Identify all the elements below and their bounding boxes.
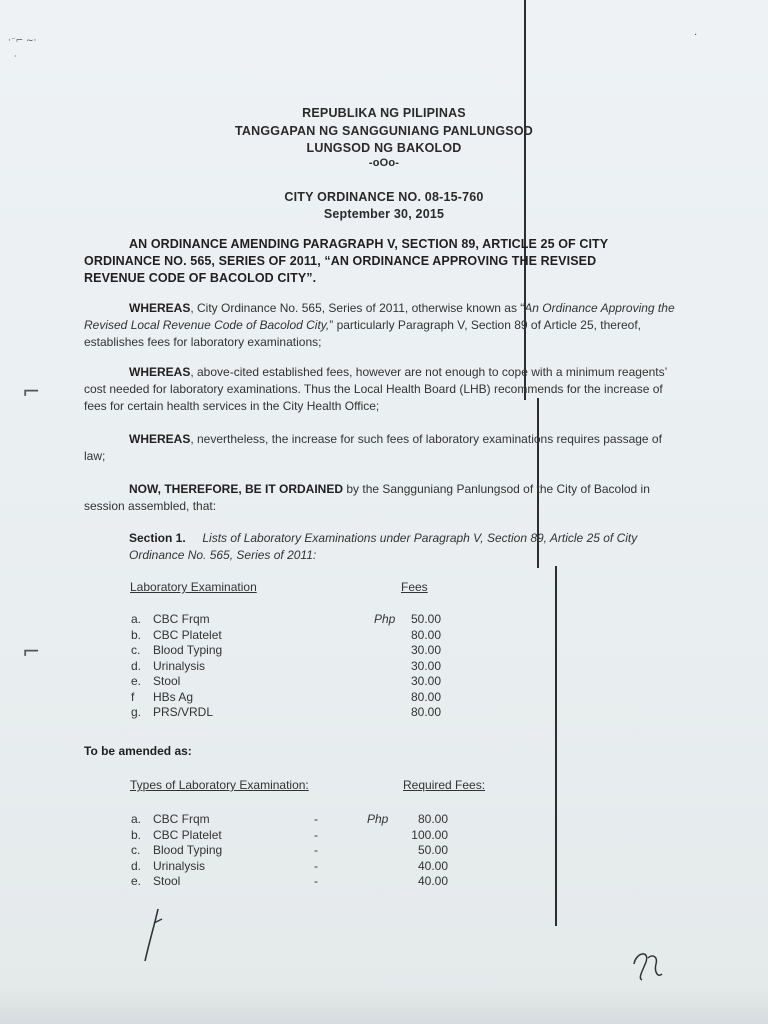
- initial-mark-left: [140, 905, 168, 965]
- title-line-1: AN ORDINANCE AMENDING PARAGRAPH V, SECTION 89, ARTICLE 25 OF CITY: [129, 237, 609, 251]
- table2-row-letter: d.: [131, 858, 142, 873]
- table1-row-fee: 30.00: [410, 658, 441, 673]
- table2-row-letter: c.: [131, 843, 141, 857]
- table1-row-name: Stool: [153, 674, 181, 688]
- table1-header-fees: Fees: [401, 580, 428, 594]
- table1-row-name: PRS/VRDL: [153, 705, 214, 719]
- table1-header-exam: Laboratory Examination: [130, 580, 257, 594]
- table1-currency: Php: [374, 612, 396, 626]
- table1-row-name: CBC Platelet: [153, 627, 222, 642]
- table1-row-name: Blood Typing: [153, 643, 223, 657]
- table2-row-name: Stool: [153, 874, 181, 888]
- table1-row-letter: a.: [131, 612, 142, 626]
- table2-row-name: CBC Platelet: [153, 827, 222, 842]
- whereas-keyword: WHEREAS: [129, 301, 191, 315]
- initial-mark-right: [628, 944, 668, 984]
- table1-row-fee: 30.00: [410, 674, 441, 688]
- table1-row-name: HBs Ag: [153, 689, 194, 704]
- whereas-text-cont: ” particularly Paragraph V, Section 89 of Article 25, thereof, establishes fees for laboratory examinations;: [84, 318, 641, 349]
- title-line-3: REVENUE CODE OF BACOLOD CITY”.: [84, 271, 317, 285]
- header-ornament: -oOo-: [368, 157, 400, 169]
- margin-bracket-1: ⌐: [22, 380, 41, 405]
- ordained-text: by the Sangguniang Panlungsod of the City of Bacolod in session assembled, that:: [84, 482, 650, 513]
- stray-tick: ·: [694, 30, 698, 41]
- whereas-paragraph-3: [84, 431, 676, 465]
- table2-row-dash: -: [314, 874, 318, 888]
- table2-row-fee: 100.00: [411, 827, 448, 842]
- table2-row-dash: -: [314, 858, 318, 873]
- whereas-text: , nevertheless, the increase for such fees of laboratory examinations requires passage of law;: [84, 432, 662, 463]
- table1-row-name: CBC Frqm: [153, 612, 210, 626]
- ordinance-title-italic: An Ordinance Approving the Revised Local Revenue Code of Bacolod City,: [84, 301, 675, 332]
- table2-row-name: Urinalysis: [153, 858, 206, 873]
- whereas-paragraph-2: [84, 364, 676, 415]
- corner-scribble: ·⁻⌐ ~·: [8, 36, 37, 46]
- table1-row-letter: f: [131, 689, 135, 704]
- page-edge-shadow: [0, 984, 768, 1024]
- table2-row-name: Blood Typing: [153, 843, 223, 857]
- margin-bracket-2: ⌐: [22, 640, 41, 665]
- ordained-paragraph: [84, 481, 676, 515]
- section-text: Lists of Laboratory Examinations under Paragraph V, Section 89, Article 25 of City Ordinance No. 565, Series of 2011:: [129, 531, 638, 562]
- table2-row-letter: a.: [131, 812, 142, 826]
- ordinance-number: CITY ORDINANCE NO. 08-15-760: [284, 190, 484, 204]
- whereas-keyword: WHEREAS: [129, 365, 191, 379]
- whereas-text: , above-cited established fees, however are not enough to cope with a minimum reagents’ cost needed for laboratory examinations. Thus the Local Health Board (LHB) recommends for the increase of fees for certain health services in the City Health Office;: [84, 365, 667, 413]
- table1-row-fee: 80.00: [410, 627, 441, 642]
- table1-row-letter: b.: [131, 627, 142, 642]
- table1-row-fee: 50.00: [410, 612, 441, 626]
- table2-row-dash: -: [314, 812, 318, 826]
- amended-label: To be amended as:: [84, 744, 192, 758]
- table1-row-name: Urinalysis: [153, 658, 206, 673]
- table1-row-fee: 80.00: [410, 705, 441, 719]
- table2-row-fee: 40.00: [417, 874, 448, 888]
- table1-row-letter: c.: [131, 643, 141, 657]
- ordinance-date: September 30, 2015: [323, 207, 445, 221]
- whereas-text: , City Ordinance No. 565, Series of 2011, otherwise known as “: [190, 301, 525, 315]
- whereas-paragraph-1: [84, 300, 676, 351]
- section-label: Section 1.: [129, 531, 186, 545]
- table1-row-fee: 80.00: [410, 689, 441, 704]
- table1-row-letter: g.: [131, 705, 142, 719]
- table2-currency: Php: [367, 812, 389, 826]
- header-city: LUNGSOD NG BAKOLOD: [306, 141, 462, 155]
- corner-dot: ·: [14, 52, 17, 61]
- table2-row-letter: e.: [131, 874, 142, 888]
- table1-row-fee: 30.00: [410, 643, 441, 657]
- table2-header-fees: Required Fees:: [403, 778, 486, 792]
- table2-row-fee: 50.00: [417, 843, 448, 857]
- table2-row-dash: -: [314, 827, 318, 842]
- header-republic: REPUBLIKA NG PILIPINAS: [302, 106, 466, 120]
- ordained-keyword: NOW, THEREFORE, BE IT ORDAINED: [129, 482, 344, 496]
- title-line-2: ORDINANCE NO. 565, SERIES OF 2011, “AN ORDINANCE APPROVING THE REVISED: [84, 254, 597, 268]
- section-1: [129, 530, 677, 564]
- table2-row-name: CBC Frqm: [153, 812, 210, 826]
- header-office: TANGGAPAN NG SANGGUNIANG PANLUNGSOD: [235, 124, 533, 138]
- whereas-keyword: WHEREAS: [129, 432, 191, 446]
- table2-row-dash: -: [314, 843, 318, 857]
- table1-row-letter: d.: [131, 658, 142, 673]
- table1-row-letter: e.: [131, 674, 142, 688]
- table2-row-letter: b.: [131, 827, 142, 842]
- vertical-rule-lower: [555, 566, 557, 926]
- table2-row-fee: 40.00: [417, 858, 448, 873]
- table2-row-fee: 80.00: [417, 812, 448, 826]
- table2-header-exam: Types of Laboratory Examination:: [130, 778, 309, 792]
